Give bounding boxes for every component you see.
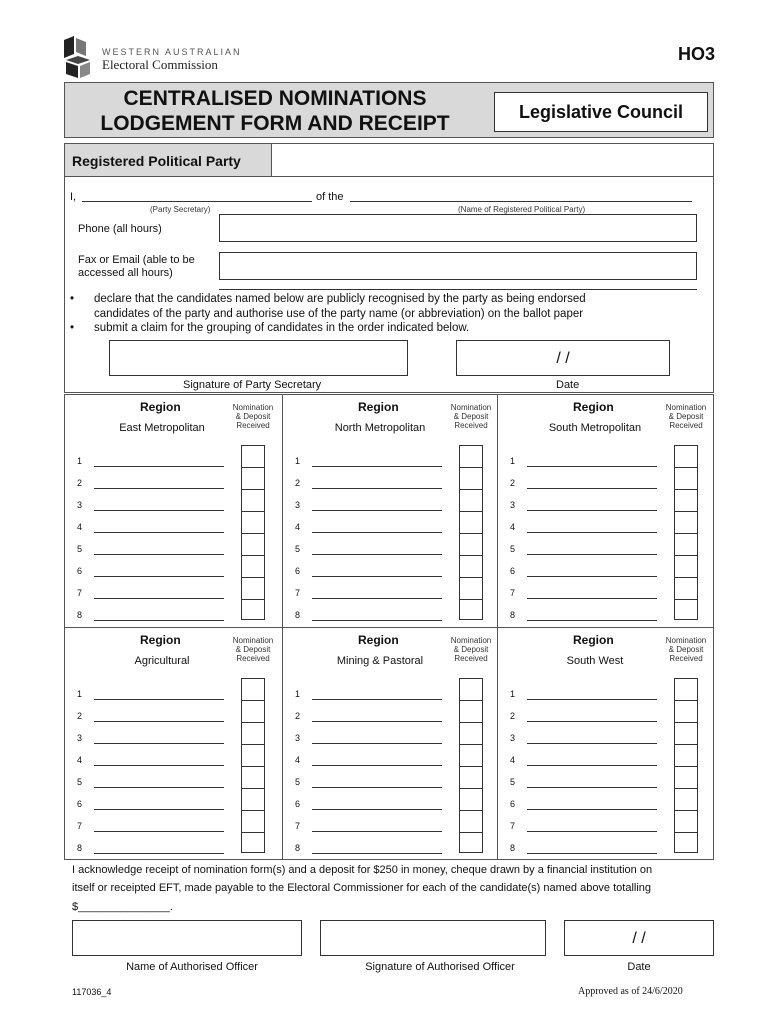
region-name: South West [566, 655, 624, 667]
deposit-check-separator [241, 599, 265, 600]
candidate-name-line[interactable] [527, 576, 657, 577]
deposit-check-separator [674, 700, 698, 701]
candidate-row-number: 8 [77, 610, 83, 620]
candidate-row-number: 2 [510, 711, 516, 721]
org-name-bottom: Electoral Commission [102, 57, 218, 72]
candidate-row-number: 7 [77, 588, 83, 598]
candidate-name-line[interactable] [94, 699, 224, 700]
nomination-deposit-header-line: Nomination [450, 636, 492, 645]
candidate-name-line[interactable] [527, 743, 657, 744]
form-number: 117036_4 [72, 987, 112, 997]
candidate-name-line[interactable] [527, 510, 657, 511]
candidate-name-line[interactable] [312, 721, 442, 722]
candidate-row-number: 2 [77, 478, 83, 488]
deposit-check-separator [241, 832, 265, 833]
deposit-check-separator [459, 511, 483, 512]
region-name: South Metropolitan [548, 422, 642, 434]
candidate-name-line[interactable] [527, 466, 657, 467]
candidate-name-line[interactable] [312, 576, 442, 577]
candidate-row-number: 7 [510, 821, 516, 831]
candidate-name-line[interactable] [312, 554, 442, 555]
candidate-name-line[interactable] [94, 554, 224, 555]
nomination-deposit-header [442, 636, 500, 663]
candidate-row-number: 3 [77, 733, 83, 743]
org-name-top: WESTERN AUSTRALIAN [102, 47, 242, 57]
deposit-check-separator [674, 555, 698, 556]
declaration-bullet-2: submit a claim for the grouping of candidates in the order indicated below. [94, 322, 470, 334]
nomination-deposit-header-line: Nomination [450, 403, 492, 412]
party-secretary-hint: (Party Secretary) [150, 205, 211, 214]
candidate-row-number: 5 [510, 544, 516, 554]
candidate-row-number: 4 [510, 522, 516, 532]
candidate-name-line[interactable] [527, 699, 657, 700]
candidate-row-number: 3 [295, 500, 301, 510]
nomination-deposit-header-line: Received [236, 421, 270, 430]
deposit-check-separator [459, 489, 483, 490]
region-name: Agricultural [134, 655, 190, 667]
candidate-name-line[interactable] [94, 488, 224, 489]
nomination-deposit-header-line: & Deposit [668, 645, 704, 654]
deposit-check-separator [241, 700, 265, 701]
nomination-deposit-header-line: & Deposit [453, 412, 489, 421]
region-heading: Region [140, 633, 181, 647]
candidate-name-line[interactable] [312, 466, 442, 467]
candidate-row-number: 1 [510, 689, 516, 699]
candidate-name-line[interactable] [94, 743, 224, 744]
candidate-name-line[interactable] [312, 831, 442, 832]
deposit-check-separator [674, 489, 698, 490]
candidate-row-number: 1 [295, 689, 301, 699]
approved-date: Approved as of 24/6/2020 [578, 986, 683, 997]
candidate-row-number: 5 [295, 777, 301, 787]
candidate-name-line[interactable] [94, 620, 224, 621]
nomination-deposit-header [657, 403, 715, 430]
candidate-name-line[interactable] [94, 510, 224, 511]
candidate-row-number: 3 [77, 500, 83, 510]
officer-name-label: Name of Authorised Officer [126, 961, 258, 973]
candidate-name-line[interactable] [312, 620, 442, 621]
form-title-line2: LODGEMENT FORM AND RECEIPT [100, 112, 450, 135]
nomination-deposit-header-line: Nomination [232, 636, 274, 645]
candidate-row-number: 8 [510, 843, 516, 853]
candidate-row-number: 2 [295, 478, 301, 488]
fax-email-label-line1: Fax or Email (able to be [78, 254, 195, 266]
declaration-bullet-1 [94, 292, 586, 322]
party-name-line[interactable] [350, 201, 692, 202]
deposit-check-separator [674, 533, 698, 534]
deposit-check-separator [459, 810, 483, 811]
candidate-row-number: 3 [295, 733, 301, 743]
form-code: HO3 [677, 44, 715, 64]
party-secretary-signature-label: Signature of Party Secretary [183, 379, 322, 391]
candidate-name-line[interactable] [94, 532, 224, 533]
deposit-check-separator [459, 577, 483, 578]
candidate-row-number: 7 [77, 821, 83, 831]
region-name: Mining & Pastoral [336, 655, 424, 667]
grid-divider [64, 627, 714, 628]
nomination-deposit-header-line: Received [669, 421, 703, 430]
candidate-name-line[interactable] [527, 620, 657, 621]
candidate-row-number: 7 [295, 821, 301, 831]
region-name: North Metropolitan [334, 422, 426, 434]
form-title [66, 86, 484, 136]
deposit-check-separator [459, 744, 483, 745]
nomination-deposit-header-line: Received [669, 654, 703, 663]
deposit-check-separator [241, 577, 265, 578]
nomination-deposit-header-line: Nomination [232, 403, 274, 412]
chamber-label: Legislative Council [494, 92, 708, 132]
candidate-row-number: 6 [510, 566, 516, 576]
candidate-name-line[interactable] [94, 765, 224, 766]
deposit-check-separator [241, 467, 265, 468]
bullet-dot-1: • [70, 293, 75, 305]
party-secretary-date-box[interactable]: / / [456, 340, 670, 376]
candidate-name-line[interactable] [94, 787, 224, 788]
candidate-name-line[interactable] [312, 787, 442, 788]
candidate-name-line[interactable] [94, 853, 224, 854]
candidate-row-number: 6 [510, 799, 516, 809]
candidate-name-line[interactable] [94, 466, 224, 467]
candidate-row-number: 7 [295, 588, 301, 598]
region-name: East Metropolitan [119, 422, 205, 434]
deposit-check-separator [459, 700, 483, 701]
candidate-row-number: 8 [510, 610, 516, 620]
candidate-name-line[interactable] [527, 554, 657, 555]
wa-electoral-commission-logo [64, 36, 92, 78]
deposit-check-separator [459, 467, 483, 468]
officer-signature-label: Signature of Authorised Officer [365, 961, 515, 973]
deposit-check-separator [241, 533, 265, 534]
nomination-deposit-header-line: Received [236, 654, 270, 663]
nomination-deposit-header-line: & Deposit [453, 645, 489, 654]
candidate-row-number: 3 [510, 733, 516, 743]
candidate-name-line[interactable] [312, 809, 442, 810]
of-the-label: of the [316, 191, 344, 203]
deposit-check-separator [459, 788, 483, 789]
nomination-deposit-header-line: Nomination [665, 403, 707, 412]
candidate-row-number: 5 [77, 777, 83, 787]
candidate-name-line[interactable] [527, 532, 657, 533]
deposit-check-separator [674, 511, 698, 512]
candidate-name-line[interactable] [94, 598, 224, 599]
nomination-deposit-header-line: & Deposit [668, 412, 704, 421]
candidate-row-number: 4 [510, 755, 516, 765]
nomination-deposit-header [224, 636, 282, 663]
candidate-name-line[interactable] [312, 765, 442, 766]
deposit-check-separator [241, 722, 265, 723]
candidate-row-number: 4 [77, 755, 83, 765]
candidate-name-line[interactable] [527, 598, 657, 599]
candidate-name-line[interactable] [527, 809, 657, 810]
candidate-name-line[interactable] [94, 809, 224, 810]
candidate-name-line[interactable] [527, 853, 657, 854]
candidate-name-line[interactable] [312, 853, 442, 854]
phone-field[interactable] [219, 214, 697, 242]
candidate-name-line[interactable] [94, 831, 224, 832]
phone-label: Phone (all hours) [78, 223, 162, 235]
party-secretary-signature-box[interactable] [109, 340, 408, 376]
party-secretary-date-label: Date [556, 379, 580, 391]
candidate-row-number: 8 [295, 843, 301, 853]
candidate-row-number: 6 [295, 799, 301, 809]
officer-date-label: Date [627, 961, 651, 973]
deposit-check-separator [241, 489, 265, 490]
candidate-row-number: 6 [77, 566, 83, 576]
nomination-deposit-header-line: & Deposit [235, 412, 271, 421]
candidate-name-line[interactable] [312, 510, 442, 511]
candidate-row-number: 3 [510, 500, 516, 510]
declaration-bullet-1-line2: candidates of the party and authorise use of the party name (or abbreviation) on the ballot paper [94, 308, 584, 320]
receipt-text-line1: I acknowledge receipt of nomination form(s) and a deposit for $250 in money, cheque drawn by a financial institution on [72, 864, 653, 876]
candidate-row-number: 8 [77, 843, 83, 853]
region-heading: Region [573, 400, 614, 414]
candidate-row-number: 4 [295, 755, 301, 765]
candidate-name-line[interactable] [312, 743, 442, 744]
nomination-deposit-header-line: Received [454, 421, 488, 430]
deposit-check-separator [241, 511, 265, 512]
receipt-text-line2: itself or receipted EFT, made payable to the Electoral Commissioner for each of the candidate(s) named above totalling [72, 882, 652, 894]
deposit-check-separator [674, 788, 698, 789]
candidate-name-line[interactable] [312, 699, 442, 700]
region-heading: Region [358, 633, 399, 647]
region-heading: Region [140, 400, 181, 414]
nomination-deposit-header [442, 403, 500, 430]
deposit-check-separator [459, 832, 483, 833]
deposit-check-separator [241, 766, 265, 767]
officer-date-box[interactable]: / / [564, 920, 714, 956]
candidate-row-number: 4 [295, 522, 301, 532]
deposit-check-separator [674, 467, 698, 468]
i-prefix: I, [70, 191, 77, 203]
candidate-name-line[interactable] [527, 488, 657, 489]
officer-name-box[interactable] [72, 920, 302, 956]
bullet-dot-2: • [70, 322, 75, 334]
officer-signature-box[interactable] [320, 920, 546, 956]
form-title-line1: CENTRALISED NOMINATIONS [123, 87, 427, 110]
party-secretary-line[interactable] [82, 201, 312, 202]
deposit-check-separator [674, 599, 698, 600]
candidate-row-number: 5 [510, 777, 516, 787]
candidate-row-number: 1 [510, 456, 516, 466]
candidate-name-line[interactable] [312, 598, 442, 599]
deposit-check-separator [674, 577, 698, 578]
party-label: Registered Political Party [64, 143, 272, 177]
candidate-row-number: 2 [295, 711, 301, 721]
deposit-check-separator [459, 722, 483, 723]
candidate-name-line[interactable] [527, 787, 657, 788]
deposit-check-separator [241, 744, 265, 745]
declaration-bullet-1-line1: declare that the candidates named below are publicly recognised by the party as being endorsed [94, 293, 586, 305]
region-heading: Region [573, 633, 614, 647]
candidate-row-number: 6 [77, 799, 83, 809]
deposit-check-separator [459, 555, 483, 556]
fax-email-field[interactable] [219, 252, 697, 280]
candidate-row-number: 1 [77, 456, 83, 466]
deposit-check-separator [674, 766, 698, 767]
deposit-check-separator [674, 810, 698, 811]
candidate-row-number: 8 [295, 610, 301, 620]
deposit-check-separator [674, 722, 698, 723]
deposit-check-separator [241, 810, 265, 811]
deposit-check-separator [674, 832, 698, 833]
nomination-deposit-header [224, 403, 282, 430]
candidate-name-line[interactable] [527, 765, 657, 766]
receipt-total-amount[interactable]: $_______________. [72, 901, 173, 913]
candidate-row-number: 6 [295, 566, 301, 576]
candidate-name-line[interactable] [312, 532, 442, 533]
candidate-row-number: 5 [77, 544, 83, 554]
candidate-name-line[interactable] [312, 488, 442, 489]
nomination-deposit-header [657, 636, 715, 663]
party-name-hint: (Name of Registered Political Party) [458, 205, 586, 214]
candidate-row-number: 1 [295, 456, 301, 466]
nomination-deposit-header-line: & Deposit [235, 645, 271, 654]
candidate-row-number: 5 [295, 544, 301, 554]
fax-email-label [78, 254, 195, 280]
region-heading: Region [358, 400, 399, 414]
candidate-name-line[interactable] [527, 721, 657, 722]
deposit-check-separator [459, 533, 483, 534]
deposit-check-separator [241, 788, 265, 789]
candidate-row-number: 1 [77, 689, 83, 699]
candidate-row-number: 2 [77, 711, 83, 721]
candidate-name-line[interactable] [94, 721, 224, 722]
candidate-row-number: 7 [510, 588, 516, 598]
candidate-row-number: 2 [510, 478, 516, 488]
deposit-check-separator [459, 766, 483, 767]
deposit-check-separator [459, 599, 483, 600]
deposit-check-separator [241, 555, 265, 556]
candidate-name-line[interactable] [527, 831, 657, 832]
divider-line [219, 289, 697, 290]
candidate-row-number: 4 [77, 522, 83, 532]
nomination-deposit-header-line: Nomination [665, 636, 707, 645]
fax-email-label-line2: accessed all hours) [78, 267, 173, 279]
deposit-check-separator [674, 744, 698, 745]
nomination-deposit-header-line: Received [454, 654, 488, 663]
candidate-name-line[interactable] [94, 576, 224, 577]
